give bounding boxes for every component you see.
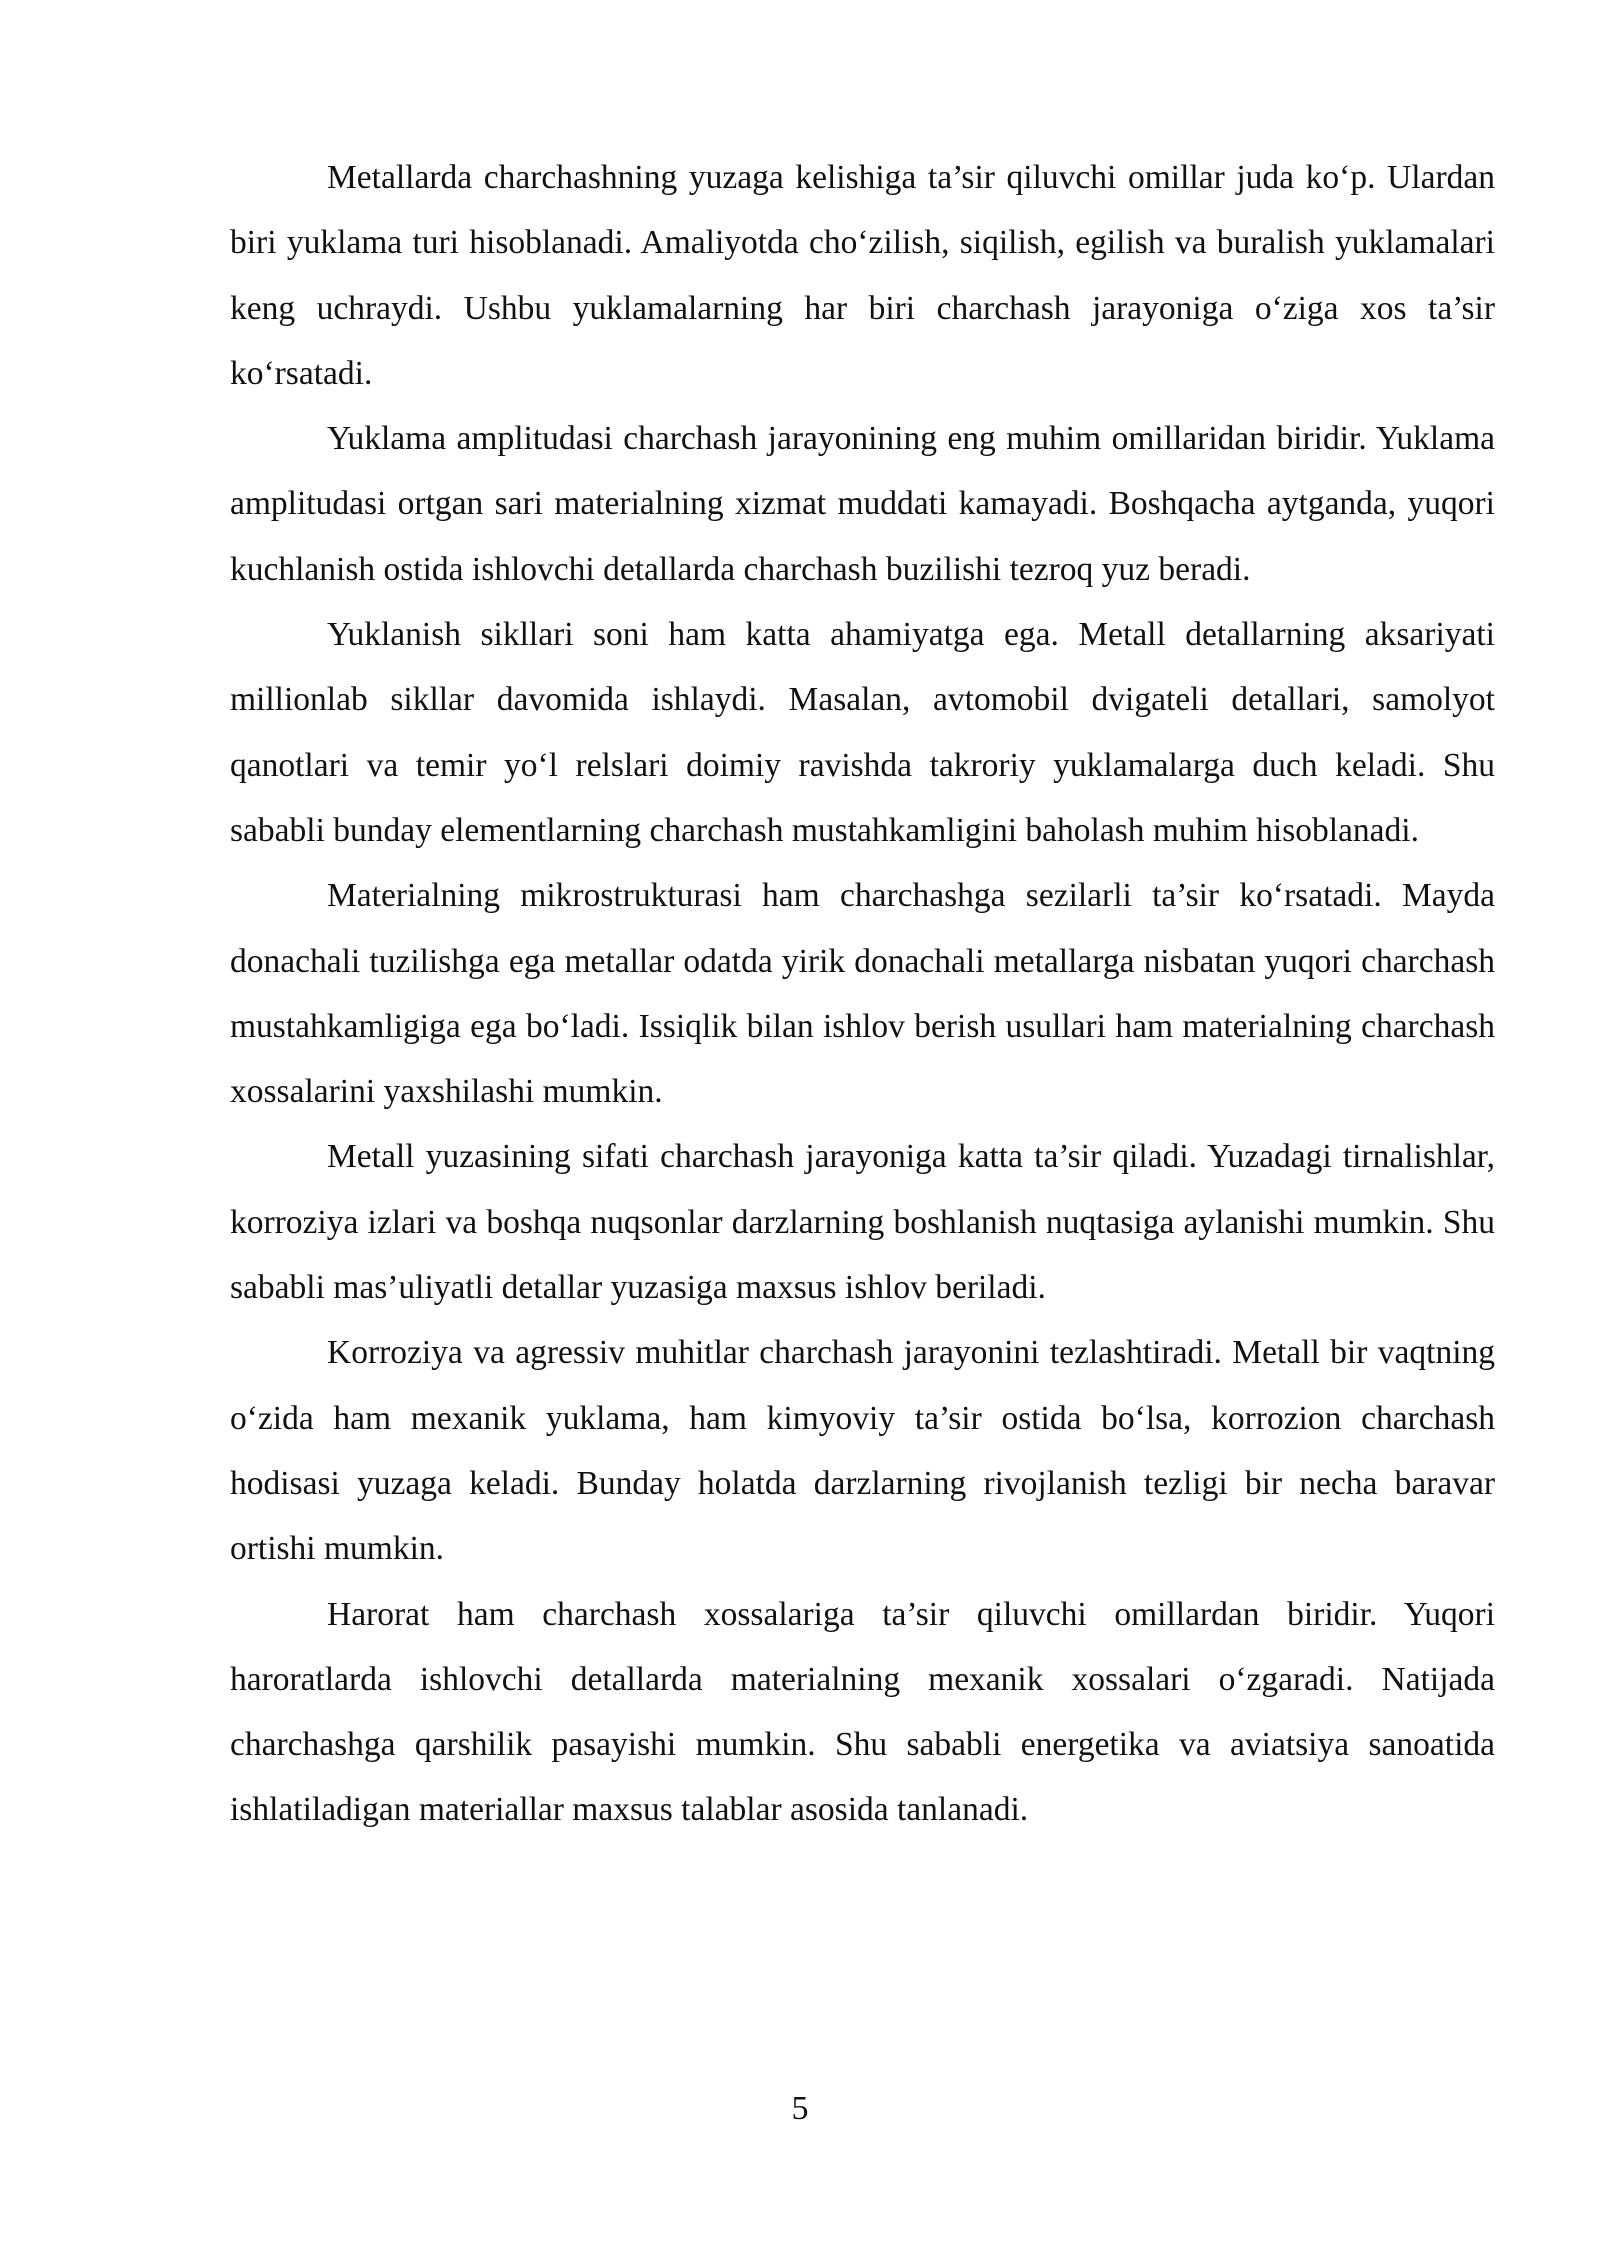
paragraph-load-cycles: Yuklanish sikllari soni ham katta ahamiyatga ega. Metall detallarning aksariyati millionlab sikllar davomida ishlaydi. Masalan, avtomobil dvigateli detallari, samolyot qanotlari va temir yo‘l relslari doimiy ravishda takroriy yuklamalarga duch keladi. Shu sababli bunday elementlarning charchash mustahkamligini baholash muhim hisoblanadi. [230, 616, 1495, 849]
paragraph-corrosion: Korroziya va agressiv muhitlar charchash jarayonini tezlashtiradi. Metall bir vaqtning o‘zida ham mexanik yuklama, ham kimyoviy ta’sir ostida bo‘lsa, korrozion charchash hodisasi yuzaga keladi. Bunday holatda darzlarning rivojlanish tezligi bir necha baravar ortishi mumkin. [230, 1334, 1495, 1568]
body-text [230, 145, 1495, 1843]
page-number: 5 [791, 2090, 809, 2127]
paragraph-load-type: Metallarda charchashning yuzaga kelishiga ta’sir qiluvchi omillar juda ko‘p. Ulardan biri yuklama turi hisoblanadi. Amaliyotda cho‘zilish, siqilish, egilish va buralish yuklamalari keng uchraydi. Ushbu yuklamalarning har biri charchash jarayoniga o‘ziga xos ta’sir ko‘rsatadi. [230, 159, 1495, 392]
paragraph-surface-quality: Metall yuzasining sifati charchash jarayoniga katta ta’sir qiladi. Yuzadagi tirnalishlar, korroziya izlari va boshqa nuqsonlar darzlarning boshlanish nuqtasiga aylanishi mumkin. Shu sababli mas’uliyatli detallar yuzasiga maxsus ishlov beriladi. [230, 1138, 1495, 1307]
paragraph-microstructure: Materialning mikrostrukturasi ham charchashga sezilarli ta’sir ko‘rsatadi. Mayda donachali tuzilishga ega metallar odatda yirik donachali metallarga nisbatan yuqori charchash mustahkamligiga ega bo‘ladi. Issiqlik bilan ishlov berish usullari ham materialning charchash xossalarini yaxshilashi mumkin. [230, 877, 1495, 1111]
paragraph-temperature: Harorat ham charchash xossalariga ta’sir qiluvchi omillardan biridir. Yuqori haroratlarda ishlovchi detallarda materialning mexanik xossalari o‘zgaradi. Natijada charchashga qarshilik pasayishi mumkin. Shu sababli energetika va aviatsiya sanoatida ishlatiladigan materiallar maxsus talablar asosida tanlanadi. [230, 1595, 1495, 1829]
paragraph-load-amplitude: Yuklama amplitudasi charchash jarayonining eng muhim omillaridan biridir. Yuklama amplitudasi ortgan sari materialning xizmat muddati kamayadi. Boshqacha aytganda, yuqori kuchlanish ostida ishlovchi detallarda charchash buzilishi tezroq yuz beradi. [230, 420, 1495, 588]
